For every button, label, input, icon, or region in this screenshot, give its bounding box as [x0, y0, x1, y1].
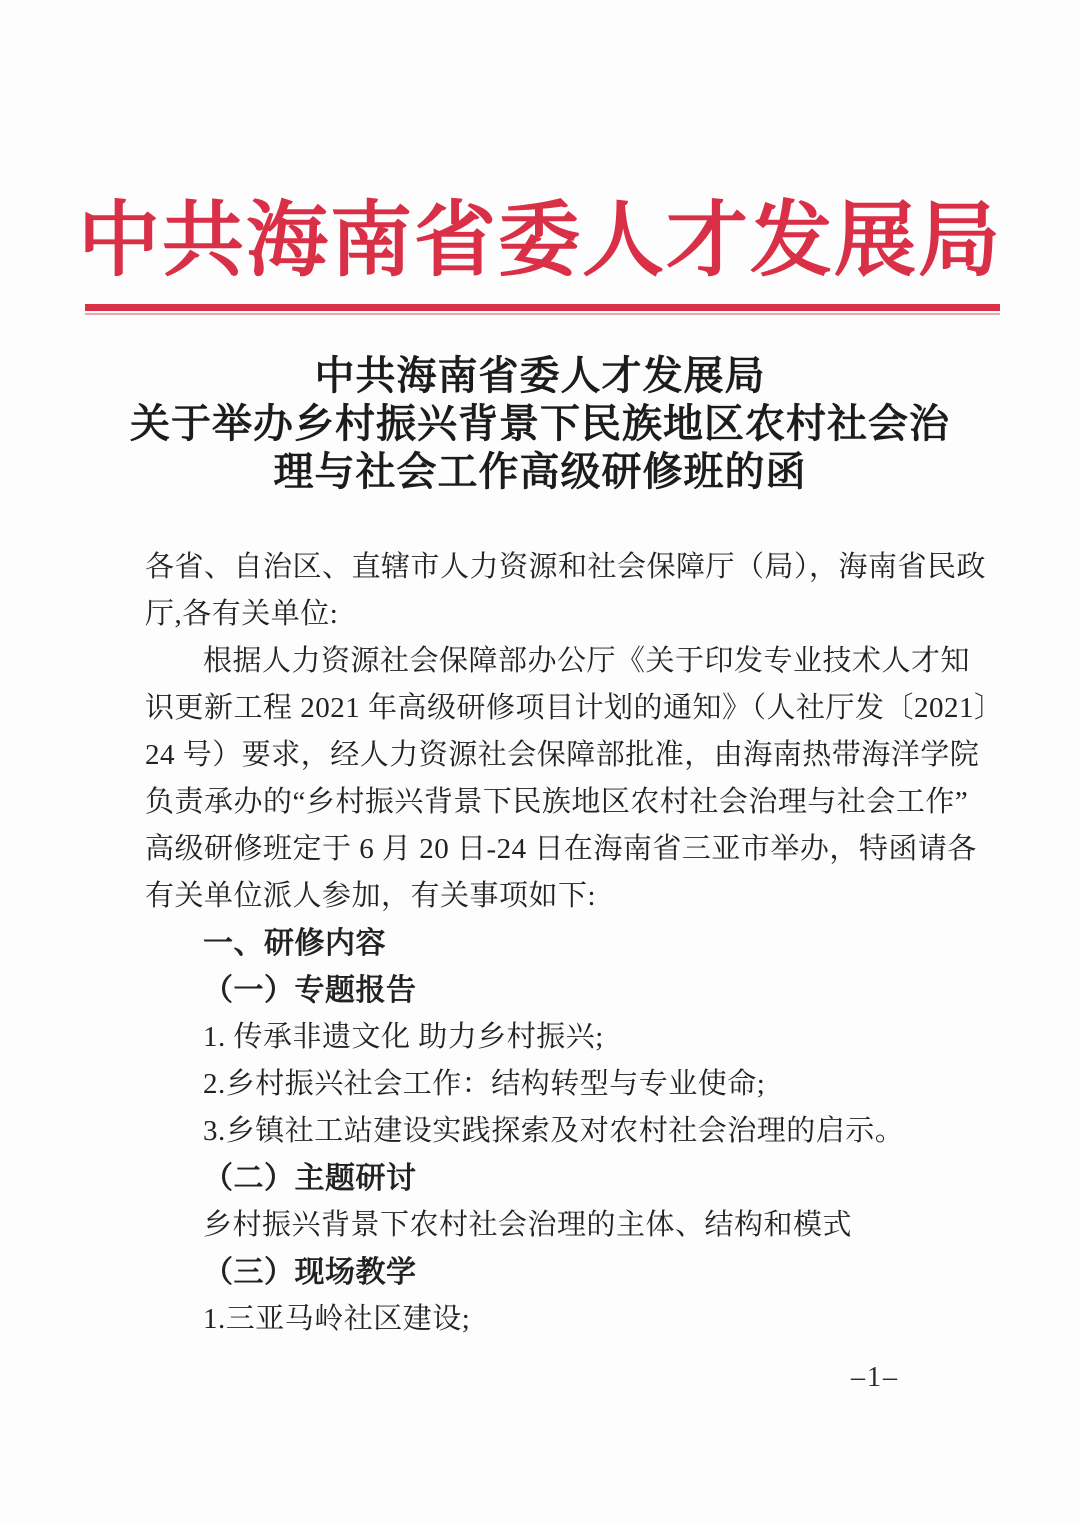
section-heading-1: 一、研修内容 — [203, 927, 386, 960]
letterhead-divider-line — [85, 304, 1000, 311]
letterhead-org-name: 中共海南省委人才发展局 — [77, 195, 1002, 286]
body-line-paragraph: 乡村振兴背景下农村社会治理的主体、结构和模式 — [203, 1209, 853, 1241]
body-line-paragraph: 24 号）要求，经人力资源社会保障部批准，由海南热带海洋学院 — [145, 739, 980, 771]
letterhead-divider-thin-line — [85, 313, 1000, 315]
document-title — [0, 352, 1080, 496]
list-item: 1.三亚马岭社区建设; — [203, 1303, 471, 1335]
list-item: 3.乡镇社工站建设实践探索及对农村社会治理的启示。 — [203, 1115, 905, 1147]
subsection-heading-3: （三）现场教学 — [203, 1256, 417, 1289]
body-line-paragraph: 高级研修班定于 6 月 20 日-24 日在海南省三亚市举办，特函请各 — [145, 833, 977, 865]
document-title-line-3: 理与社会工作高级研修班的函 — [273, 449, 807, 494]
document-title-line-1: 中共海南省委人才发展局 — [314, 353, 766, 398]
body-line-salutation-cont: 厅,各有关单位: — [145, 598, 339, 630]
page-number: –1– — [851, 1362, 899, 1393]
document-body — [145, 544, 1004, 1343]
document-title-line-2: 关于举办乡村振兴背景下民族地区农村社会治 — [130, 401, 950, 446]
list-item: 2.乡村振兴社会工作：结构转型与专业使命; — [203, 1068, 766, 1100]
body-line-paragraph: 负责承办的“乡村振兴背景下民族地区农村社会治理与社会工作” — [145, 786, 969, 818]
list-item: 1. 传承非遗文化 助力乡村振兴; — [203, 1021, 604, 1053]
subsection-heading-2: （二）主题研讨 — [203, 1162, 417, 1195]
body-line-paragraph: 识更新工程 2021 年高级研修项目计划的通知》（人社厅发〔2021〕 — [145, 692, 1004, 724]
subsection-heading-1: （一）专题报告 — [203, 974, 417, 1007]
body-line-salutation: 各省、自治区、直辖市人力资源和社会保障厅（局），海南省民政 — [145, 551, 987, 583]
body-line-paragraph: 有关单位派人参加，有关事项如下: — [145, 880, 597, 912]
body-line-paragraph: 根据人力资源社会保障部办公厅《关于印发专业技术人才知 — [203, 645, 971, 677]
